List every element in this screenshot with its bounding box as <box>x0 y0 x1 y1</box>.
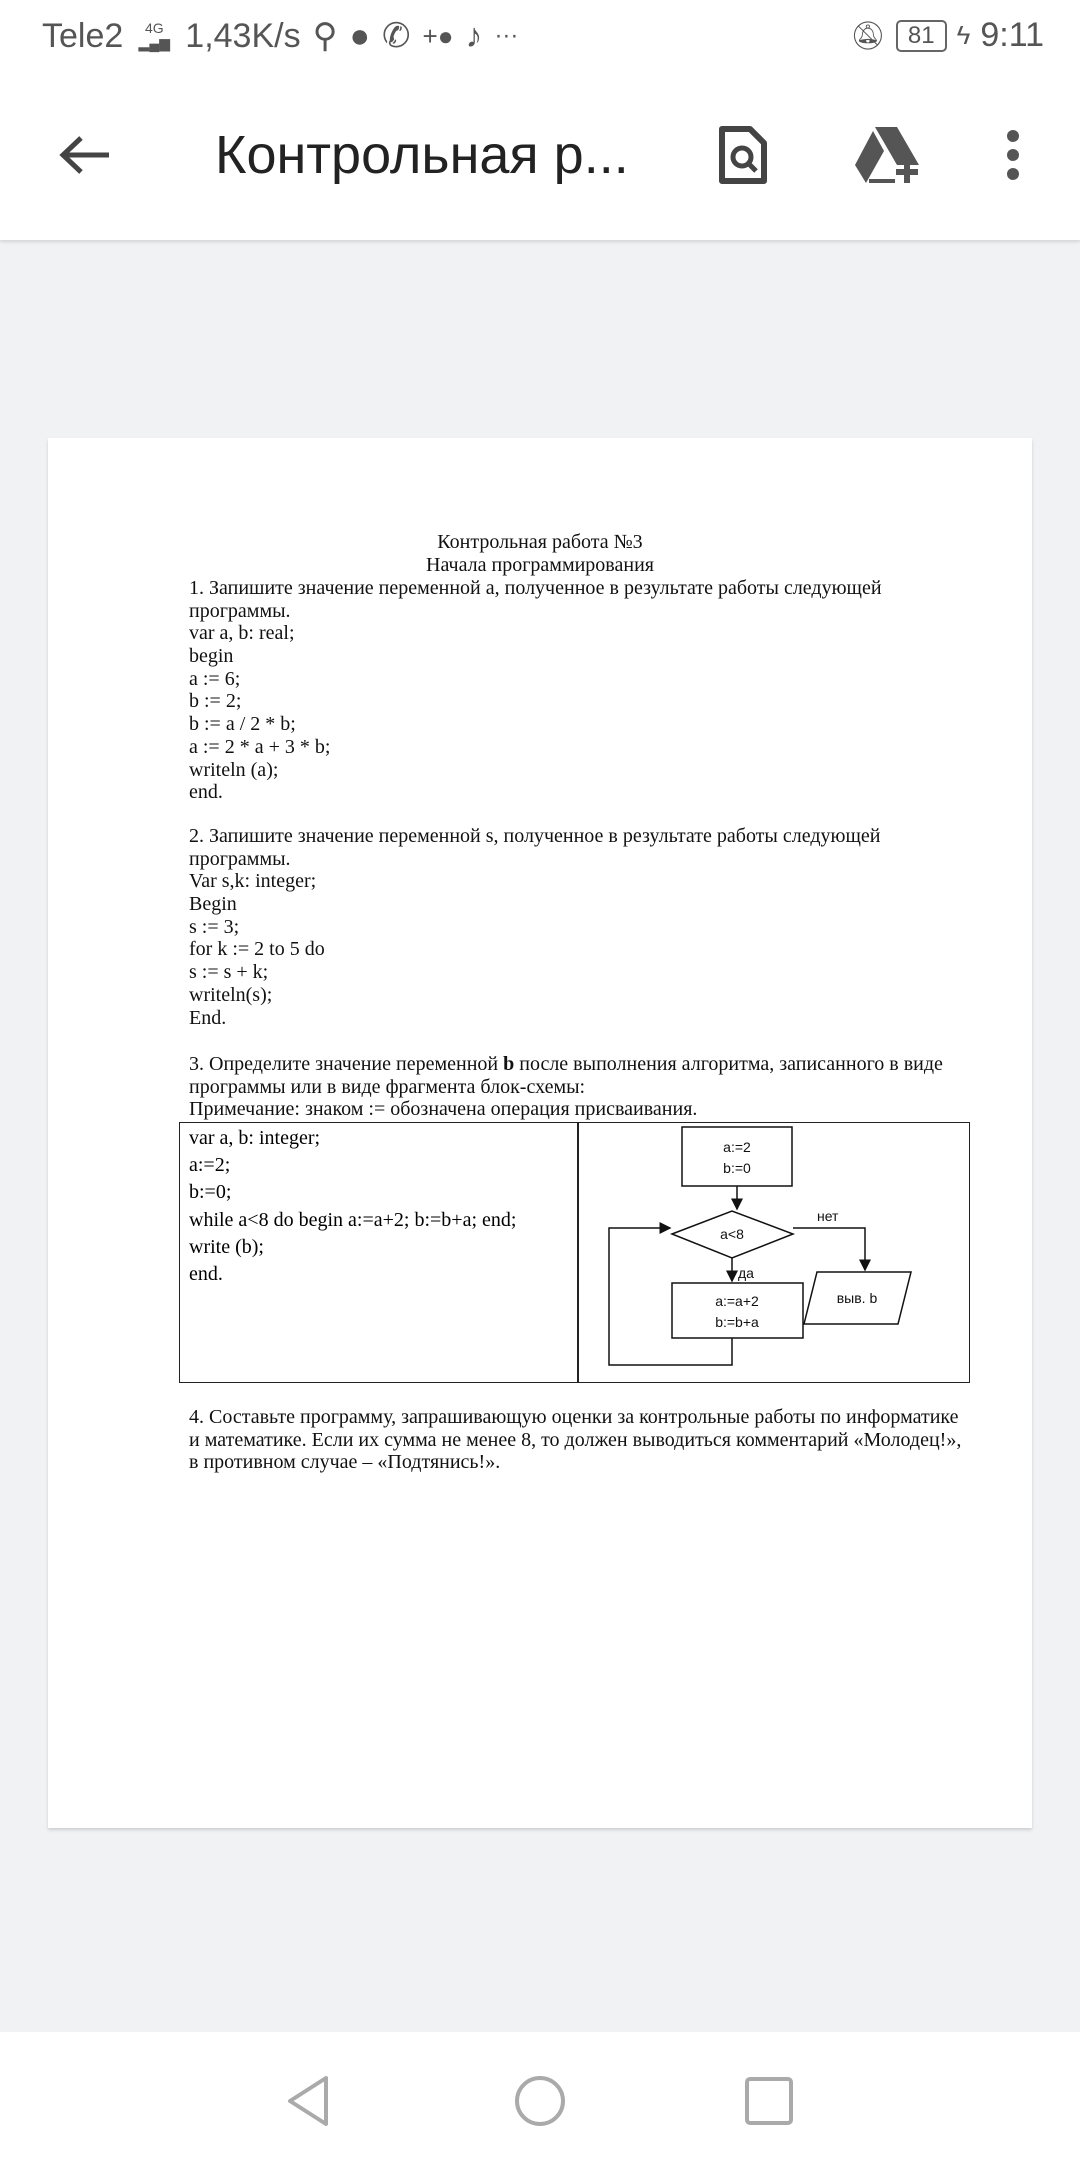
tiktok-icon: ♪ <box>465 16 483 55</box>
code-line: var a, b: integer; <box>189 1127 321 1149</box>
text-line: программы или в виде фрагмента блок-схемы: <box>189 1075 586 1098</box>
chat-icon: ● <box>349 16 371 55</box>
more-vert-icon <box>1006 129 1020 181</box>
search-icon: ⚲ <box>312 17 338 55</box>
text-fragment: 3. Определите значение переменной <box>189 1053 504 1075</box>
doc-subtitle: Начала программирования <box>426 554 654 576</box>
drive-add-icon <box>853 125 921 185</box>
doc-title: Контрольная работа №3 <box>437 531 643 553</box>
arrow-left-icon <box>59 135 111 175</box>
viber-icon: ✆ <box>382 17 411 55</box>
question-3 <box>189 1053 943 1121</box>
question-3-table <box>179 1122 970 1383</box>
document-title: Контрольная р... <box>215 125 629 185</box>
text-line <box>189 1053 943 1076</box>
code-line: b := 2; <box>189 690 242 713</box>
code-line: writeln (a); <box>189 758 279 781</box>
signal-icon: 4G ▂▄▆ <box>138 20 170 51</box>
carrier: Tele2 <box>42 16 124 55</box>
condition-text: a<8 <box>720 1226 744 1242</box>
code-line: Begin <box>189 893 237 916</box>
text-line: Примечание: знаком := обозначена операция присваивания. <box>189 1098 698 1121</box>
init-block <box>682 1127 792 1186</box>
code-line: end. <box>189 1262 223 1285</box>
code-line: End. <box>189 1006 227 1029</box>
question-4 <box>189 1406 961 1474</box>
nav-back-button[interactable] <box>282 2074 336 2128</box>
no-label: нет <box>817 1208 839 1224</box>
text-line: и математике. Если их сумма не менее 8, то должен выводиться комментарий «Молодец!», <box>189 1428 962 1451</box>
text-line: в противном случае – «Подтянись!». <box>189 1451 501 1474</box>
body-line: a:=a+2 <box>715 1293 759 1309</box>
text-fragment: после выполнения алгоритма, записанного в виде <box>514 1053 943 1075</box>
text-line: 1. Запишите значение переменной а, полученное в результате работы следующей <box>189 577 882 599</box>
code-line: s := s + k; <box>189 961 269 984</box>
code-line: Var s,k: integer; <box>189 870 317 893</box>
code-line: a := 6; <box>189 667 241 690</box>
charging-icon: ϟ <box>956 20 971 50</box>
body-line: b:=b+a <box>715 1314 759 1330</box>
text-line: программы. <box>189 847 291 870</box>
loop-arrow <box>609 1228 732 1365</box>
code-line: while a<8 do begin a:=a+2; b:=b+a; end; <box>189 1208 517 1231</box>
init-line: b:=0 <box>723 1160 751 1176</box>
text-line: программы. <box>189 599 291 622</box>
code-line: s := 3; <box>189 915 240 938</box>
back-button[interactable] <box>50 120 120 190</box>
flowchart <box>180 1123 971 1384</box>
net-speed: 1,43K/s <box>185 16 301 55</box>
add-contact-icon: +● <box>422 20 454 51</box>
text-line: 4. Составьте программу, запрашивающую оценки за контрольные работы по информатике <box>189 1406 959 1428</box>
nav-home-button[interactable] <box>513 2074 567 2128</box>
more-options-button[interactable] <box>978 120 1048 190</box>
yes-label: да <box>738 1265 754 1281</box>
code-line: b:=0; <box>189 1181 232 1204</box>
code-line: b := a / 2 * b; <box>189 713 296 736</box>
code-line: writeln(s); <box>189 983 273 1006</box>
find-in-document-button[interactable] <box>708 120 778 190</box>
mute-bell-icon: 🔕︎ <box>850 20 886 51</box>
battery-level: 81 <box>896 20 947 52</box>
add-to-drive-button[interactable] <box>852 120 922 190</box>
code-line: for k := 2 to 5 do <box>189 938 325 961</box>
init-line: a:=2 <box>723 1139 751 1155</box>
document-page <box>48 438 1032 1828</box>
document-search-icon <box>718 125 768 185</box>
code-line: begin <box>189 645 234 668</box>
code-line: var a, b: real; <box>189 622 295 645</box>
network-type: 4G <box>144 20 164 36</box>
bold-variable: b <box>503 1053 515 1075</box>
nav-recents-button[interactable] <box>742 2074 796 2128</box>
output-text: выв. b <box>836 1290 878 1306</box>
clock: 9:11 <box>980 16 1044 54</box>
code-line: write (b); <box>189 1235 264 1258</box>
status-bar <box>0 0 1080 72</box>
question-1 <box>189 577 882 804</box>
navigation-bar <box>0 2032 1080 2160</box>
app-toolbar <box>0 72 1080 240</box>
no-arrow <box>793 1228 865 1270</box>
more-notifications: ··· <box>494 22 519 49</box>
code-line: a:=2; <box>189 1154 231 1177</box>
text-line: 2. Запишите значение переменной s, полученное в результате работы следующей <box>189 825 881 847</box>
code-line: a := 2 * a + 3 * b; <box>189 735 331 758</box>
code-line: end. <box>189 781 223 804</box>
question-2 <box>189 825 880 1029</box>
